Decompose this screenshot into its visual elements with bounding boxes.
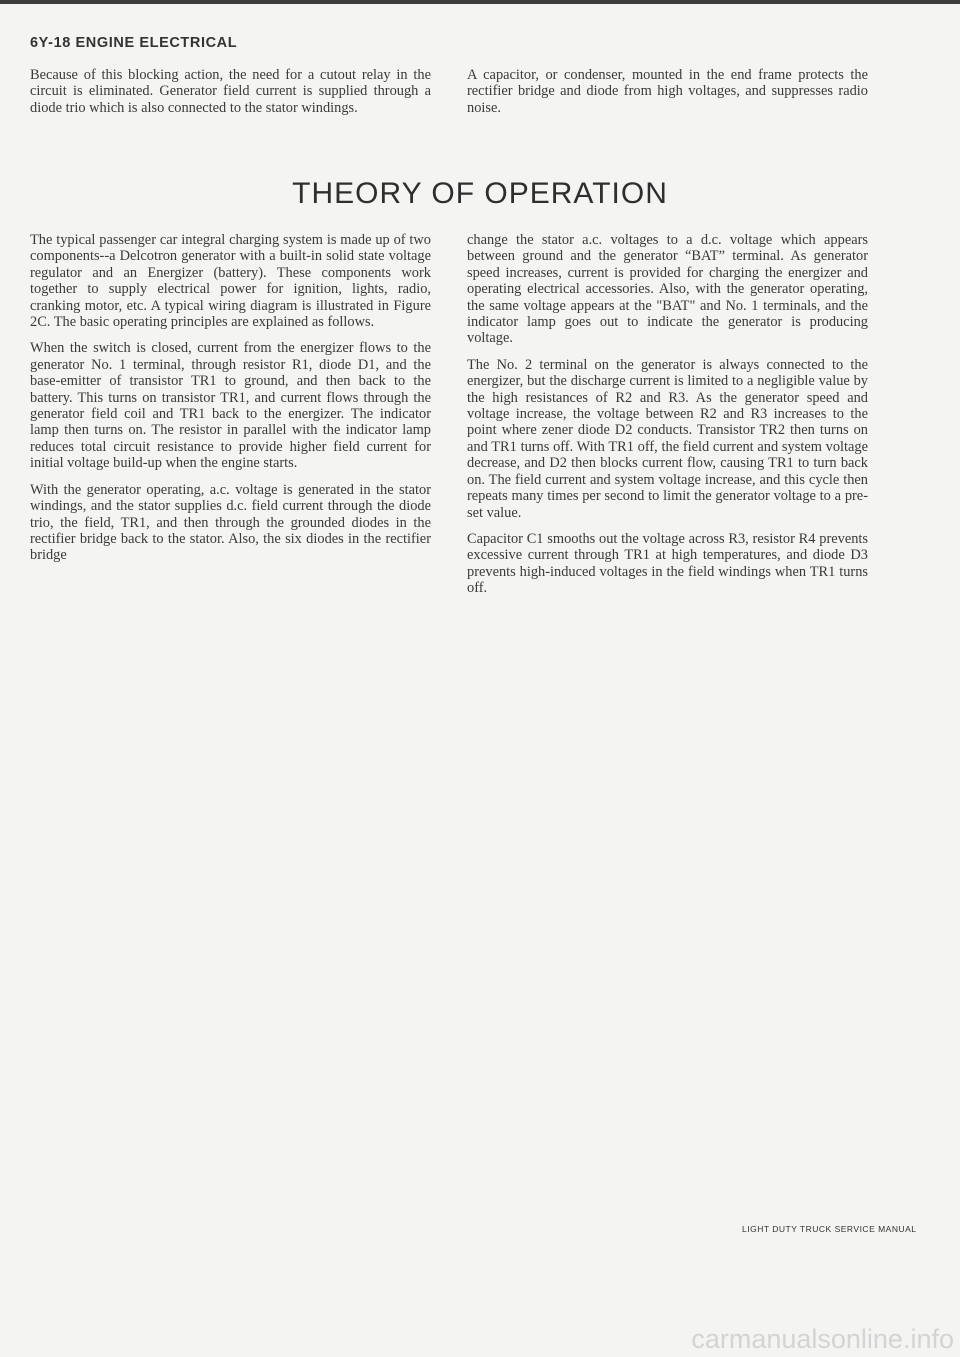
right-column bbox=[467, 232, 868, 607]
section-title: THEORY OF OPERATION bbox=[292, 177, 668, 210]
page-header: 6Y-18 ENGINE ELECTRICAL bbox=[30, 35, 238, 51]
top-rule bbox=[0, 0, 960, 4]
intro-right-column bbox=[467, 67, 868, 126]
left-paragraph-3: With the generator operating, a.c. voltage is generated in the stator windings, and the stator supplies d.c. field current through the diode trio, the field, TR1, and then through the grounded diodes in the rectifier bridge back to the stator. Also, the six diodes in the rectifier bridge bbox=[30, 481, 431, 564]
right-paragraph-1: change the stator a.c. voltages to a d.c. voltage which appears between ground and the generator “BAT” terminal. As generator speed increases, current is provided for charging the energizer and operating electrical accessories. Also, with the generator operating, the same voltage appears at the "BAT" and No. 1 terminals, and the indicator lamp goes out to indicate the generator is producing voltage. bbox=[467, 232, 868, 347]
page-footer: LIGHT DUTY TRUCK SERVICE MANUAL bbox=[742, 1224, 917, 1234]
right-paragraph-2: The No. 2 terminal on the generator is always connected to the energizer, but the discharge current is limited to a negligible value by the high resistances of R2 and R3. As the generator speed and voltage increase, the voltage between R2 and R3 increases to the point where zener diode D2 conducts. Transistor TR2 then turns on and TR1 turns off. With TR1 off, the field current and system voltage decrease, and D2 then blocks current flow, causing TR1 to turn back on. The field current and system voltage increase, and this cycle then repeats many times per second to limit the generator voltage to a pre-set value. bbox=[467, 356, 868, 521]
right-paragraph-3: Capacitor C1 smooths out the voltage across R3, resistor R4 prevents excessive current through TR1 at high temperatures, and diode D3 prevents high-induced voltages in the field windings when TR1 turns off. bbox=[467, 530, 868, 597]
intro-left-paragraph: Because of this blocking action, the need for a cutout relay in the circuit is eliminated. Generator field current is supplied through a diode trio which is also connected to the stator windings. bbox=[30, 67, 431, 116]
left-paragraph-1: The typical passenger car integral charging system is made up of two components--a Delcotron generator with a built-in solid state voltage regulator and an Energizer (battery). These components work together to supply electrical power for ignition, lights, radio, cranking motor, etc. A typical wiring diagram is illustrated in Figure 2C. The basic operating principles are explained as follows. bbox=[30, 232, 431, 331]
left-paragraph-2: When the switch is closed, current from the energizer flows to the generator No. 1 terminal, through resistor R1, diode D1, and the base-emitter of transistor TR1 to ground, and then back to the battery. This turns on transistor TR1, and current flows through the generator field coil and TR1 back to the energizer. The indicator lamp then turns on. The resistor in parallel with the indicator lamp reduces total circuit resistance to provide higher field current for initial voltage build-up when the engine starts. bbox=[30, 340, 431, 472]
intro-left-column bbox=[30, 67, 431, 126]
site-watermark: carmanualsonline.info bbox=[691, 1324, 954, 1354]
intro-right-paragraph: A capacitor, or condenser, mounted in the end frame protects the rectifier bridge and diode from high voltages, and suppresses radio noise. bbox=[467, 67, 868, 116]
left-column bbox=[30, 232, 431, 574]
